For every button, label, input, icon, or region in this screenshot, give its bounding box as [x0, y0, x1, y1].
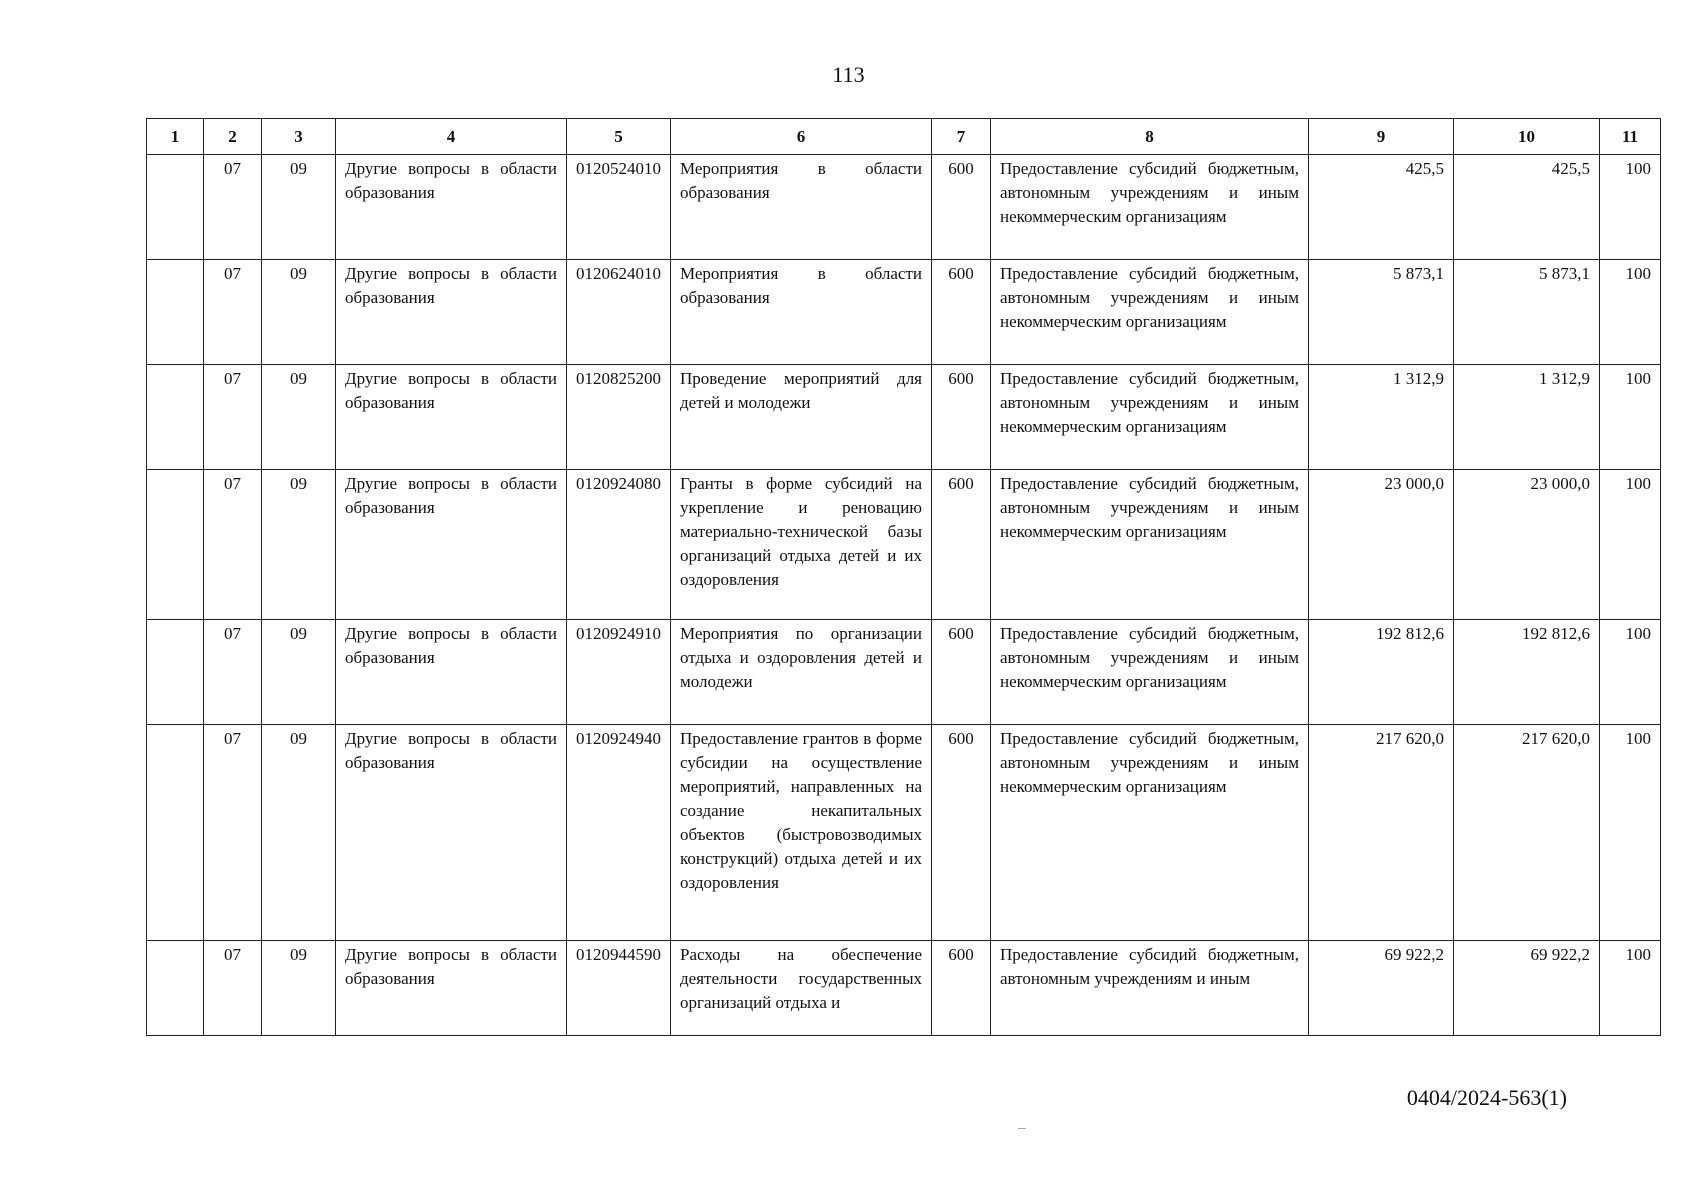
- table-row: [147, 725, 1661, 941]
- cell-percent: 100: [1600, 470, 1661, 620]
- cell-subsection: 09: [262, 941, 336, 1036]
- column-header: 11: [1600, 119, 1661, 155]
- cell-section: 07: [204, 260, 262, 365]
- budget-table: [146, 118, 1661, 1036]
- cell-expense-type-name: Предоставление субсидий бюджетным, автономным учреждениям и иным некоммерческим организациям: [991, 470, 1309, 620]
- table-header-row: [147, 119, 1661, 155]
- cell-target-name: Проведение мероприятий для детей и молодежи: [671, 365, 932, 470]
- cell-amount-executed: 217 620,0: [1454, 725, 1600, 941]
- cell-target-name: Мероприятия в области образования: [671, 155, 932, 260]
- cell-empty: [147, 620, 204, 725]
- cell-section: 07: [204, 941, 262, 1036]
- cell-expense-type: 600: [932, 620, 991, 725]
- cell-target-name: Мероприятия в области образования: [671, 260, 932, 365]
- cell-section-name: Другие вопросы в области образования: [336, 470, 567, 620]
- cell-expense-type: 600: [932, 725, 991, 941]
- cell-expense-type: 600: [932, 260, 991, 365]
- column-header: 9: [1309, 119, 1454, 155]
- cell-section-name: Другие вопросы в области образования: [336, 155, 567, 260]
- table-body: [147, 155, 1661, 1036]
- column-header: 7: [932, 119, 991, 155]
- cell-target-name: [671, 941, 932, 1036]
- cell-subsection: 09: [262, 260, 336, 365]
- cell-expense-type-name: [991, 941, 1309, 1036]
- table-row: [147, 365, 1661, 470]
- cell-empty: [147, 725, 204, 941]
- cell-section-name: Другие вопросы в области образования: [336, 725, 567, 941]
- column-header: 5: [567, 119, 671, 155]
- page-number: 113: [832, 62, 865, 87]
- column-header: 4: [336, 119, 567, 155]
- cell-amount-planned: 192 812,6: [1309, 620, 1454, 725]
- cell-section: 07: [204, 365, 262, 470]
- cell-amount-executed: 69 922,2: [1454, 941, 1600, 1036]
- cell-target-code: 0120944590: [567, 941, 671, 1036]
- cell-subsection: 09: [262, 155, 336, 260]
- cell-target-code: 0120924080: [567, 470, 671, 620]
- cell-expense-type-name: Предоставление субсидий бюджетным, автономным учреждениям и иным некоммерческим организациям: [991, 725, 1309, 941]
- cell-percent: 100: [1600, 155, 1661, 260]
- cell-section: 07: [204, 725, 262, 941]
- table-row: [147, 470, 1661, 620]
- cell-empty: [147, 155, 204, 260]
- document-code: 0404/2024-563(1): [1406, 1085, 1567, 1110]
- cell-target-code: 0120524010: [567, 155, 671, 260]
- cell-amount-executed: 5 873,1: [1454, 260, 1600, 365]
- cell-percent: 100: [1600, 365, 1661, 470]
- cell-expense-type: 600: [932, 365, 991, 470]
- table-row: [147, 155, 1661, 260]
- cell-percent: 100: [1600, 620, 1661, 725]
- cell-empty: [147, 260, 204, 365]
- column-header: 10: [1454, 119, 1600, 155]
- cell-amount-planned: 1 312,9: [1309, 365, 1454, 470]
- column-header: 6: [671, 119, 932, 155]
- cell-expense-type-name: Предоставление субсидий бюджетным, автономным учреждениям и иным некоммерческим организациям: [991, 620, 1309, 725]
- cell-section-name: Другие вопросы в области образования: [336, 620, 567, 725]
- column-header: 2: [204, 119, 262, 155]
- cell-amount-executed: 192 812,6: [1454, 620, 1600, 725]
- cell-expense-type: 600: [932, 470, 991, 620]
- cell-section: 07: [204, 470, 262, 620]
- cell-amount-planned: 425,5: [1309, 155, 1454, 260]
- cell-amount-planned: 69 922,2: [1309, 941, 1454, 1036]
- cell-expense-type-name: Предоставление субсидий бюджетным, автономным учреждениям и иным некоммерческим организациям: [991, 260, 1309, 365]
- cell-expense-type: 600: [932, 155, 991, 260]
- column-header: 1: [147, 119, 204, 155]
- cell-empty: [147, 941, 204, 1036]
- cell-text-clipped: Предоставление субсидий бюджетным, автономным учреждениям и иным: [1000, 945, 1299, 988]
- cell-amount-executed: 425,5: [1454, 155, 1600, 260]
- cell-target-code: 0120924940: [567, 725, 671, 941]
- cell-expense-type: 600: [932, 941, 991, 1036]
- cell-target-code: 0120825200: [567, 365, 671, 470]
- table-row: [147, 260, 1661, 365]
- cell-subsection: 09: [262, 725, 336, 941]
- cell-subsection: 09: [262, 365, 336, 470]
- cell-section-name: Другие вопросы в области образования: [336, 260, 567, 365]
- cell-amount-executed: 23 000,0: [1454, 470, 1600, 620]
- cell-amount-planned: 217 620,0: [1309, 725, 1454, 941]
- cell-amount-executed: 1 312,9: [1454, 365, 1600, 470]
- cell-text-clipped: Расходы на обеспечение деятельности государственных организаций отдыха и: [680, 945, 922, 1012]
- cell-percent: 100: [1600, 260, 1661, 365]
- cell-amount-planned: 5 873,1: [1309, 260, 1454, 365]
- scan-speck: [1018, 1128, 1026, 1129]
- cell-section-name: Другие вопросы в области образования: [336, 365, 567, 470]
- cell-target-name: Предоставление грантов в форме субсидии на осуществление мероприятий, направленных на создание некапитальных объектов (быстровозводимых конструкций) отдыха детей и их оздоровления: [671, 725, 932, 941]
- cell-target-name: Гранты в форме субсидий на укрепление и реновацию материально-технической базы организаций отдыха детей и их оздоровления: [671, 470, 932, 620]
- cell-expense-type-name: Предоставление субсидий бюджетным, автономным учреждениям и иным некоммерческим организациям: [991, 155, 1309, 260]
- column-header: 8: [991, 119, 1309, 155]
- cell-subsection: 09: [262, 470, 336, 620]
- cell-target-code: 0120624010: [567, 260, 671, 365]
- cell-percent: 100: [1600, 725, 1661, 941]
- cell-target-name: Мероприятия по организации отдыха и оздоровления детей и молодежи: [671, 620, 932, 725]
- cell-expense-type-name: Предоставление субсидий бюджетным, автономным учреждениям и иным некоммерческим организациям: [991, 365, 1309, 470]
- cell-subsection: 09: [262, 620, 336, 725]
- cell-empty: [147, 365, 204, 470]
- cell-section-name: Другие вопросы в области образования: [336, 941, 567, 1036]
- cell-empty: [147, 470, 204, 620]
- cell-percent: 100: [1600, 941, 1661, 1036]
- table-row: [147, 620, 1661, 725]
- cell-section: 07: [204, 620, 262, 725]
- cell-section: 07: [204, 155, 262, 260]
- table-row: [147, 941, 1661, 1036]
- cell-target-code: 0120924910: [567, 620, 671, 725]
- column-header: 3: [262, 119, 336, 155]
- cell-amount-planned: 23 000,0: [1309, 470, 1454, 620]
